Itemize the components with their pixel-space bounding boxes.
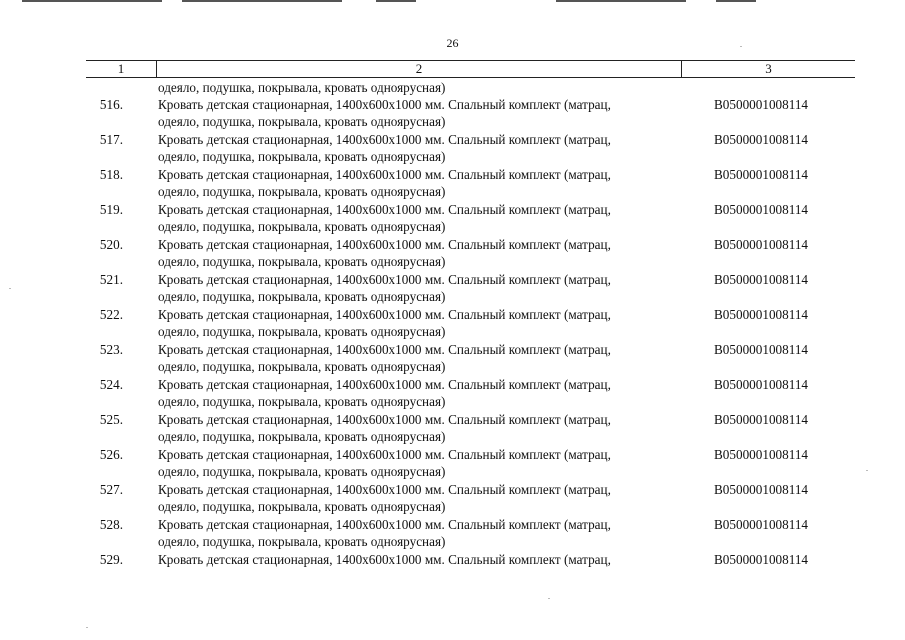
row-number: 522. bbox=[99, 307, 123, 322]
page-number: 26 bbox=[446, 36, 459, 50]
row-description-continuation: одеяло, подушка, покрывала, кровать одноярусная) bbox=[158, 184, 446, 199]
top-scan-rule bbox=[22, 0, 162, 2]
continuation-text: одеяло, подушка, покрывала, кровать одноярусная) bbox=[158, 80, 446, 95]
row-number: 523. bbox=[99, 342, 123, 357]
row-code: В0500001008114 bbox=[714, 377, 809, 392]
table-row bbox=[0, 236, 905, 271]
row-code: В0500001008114 bbox=[714, 552, 809, 567]
row-description: Кровать детская стационарная, 1400х600х1000 мм. Спальный комплект (матрац, bbox=[158, 447, 611, 462]
row-number: 516. bbox=[99, 97, 123, 112]
row-number: 529. bbox=[99, 552, 123, 567]
row-code: В0500001008114 bbox=[714, 342, 809, 357]
row-description: Кровать детская стационарная, 1400х600х1000 мм. Спальный комплект (матрац, bbox=[158, 517, 611, 532]
row-number: 519. bbox=[99, 202, 123, 217]
scan-speck bbox=[866, 470, 868, 471]
row-code: В0500001008114 bbox=[714, 202, 809, 217]
scan-speck bbox=[86, 627, 88, 628]
row-code: В0500001008114 bbox=[714, 97, 809, 112]
scan-speck bbox=[548, 598, 550, 599]
row-code: В0500001008114 bbox=[714, 167, 809, 182]
row-number: 518. bbox=[99, 167, 123, 182]
row-number: 517. bbox=[99, 132, 123, 147]
row-number: 526. bbox=[99, 447, 123, 462]
header-col-2: 2 bbox=[415, 61, 423, 76]
table-row bbox=[0, 446, 905, 481]
row-description-continuation: одеяло, подушка, покрывала, кровать одноярусная) bbox=[158, 114, 446, 129]
top-scan-rule bbox=[556, 0, 686, 2]
table-row bbox=[0, 166, 905, 201]
table-row bbox=[0, 481, 905, 516]
scan-speck bbox=[9, 288, 11, 289]
row-description-continuation: одеяло, подушка, покрывала, кровать одноярусная) bbox=[158, 499, 446, 514]
table-row bbox=[0, 131, 905, 166]
row-description: Кровать детская стационарная, 1400х600х1000 мм. Спальный комплект (матрац, bbox=[158, 167, 611, 182]
row-number: 520. bbox=[99, 237, 123, 252]
row-description: Кровать детская стационарная, 1400х600х1000 мм. Спальный комплект (матрац, bbox=[158, 412, 611, 427]
row-description: Кровать детская стационарная, 1400х600х1000 мм. Спальный комплект (матрац, bbox=[158, 132, 611, 147]
row-description-continuation: одеяло, подушка, покрывала, кровать одноярусная) bbox=[158, 289, 446, 304]
row-description: Кровать детская стационарная, 1400х600х1000 мм. Спальный комплект (матрац, bbox=[158, 272, 611, 287]
row-description: Кровать детская стационарная, 1400х600х1000 мм. Спальный комплект (матрац, bbox=[158, 342, 611, 357]
table-row bbox=[0, 271, 905, 306]
row-number: 521. bbox=[99, 272, 123, 287]
row-description: Кровать детская стационарная, 1400х600х1000 мм. Спальный комплект (матрац, bbox=[158, 202, 611, 217]
row-description-continuation: одеяло, подушка, покрывала, кровать одноярусная) bbox=[158, 394, 446, 409]
row-description: Кровать детская стационарная, 1400х600х1000 мм. Спальный комплект (матрац, bbox=[158, 307, 611, 322]
row-description-continuation: одеяло, подушка, покрывала, кровать одноярусная) bbox=[158, 324, 446, 339]
top-scan-rule bbox=[716, 0, 756, 2]
table-row bbox=[0, 306, 905, 341]
row-description-continuation: одеяло, подушка, покрывала, кровать одноярусная) bbox=[158, 219, 446, 234]
row-code: В0500001008114 bbox=[714, 482, 809, 497]
table-row bbox=[0, 411, 905, 446]
row-number: 527. bbox=[99, 482, 123, 497]
table-header bbox=[86, 60, 855, 78]
row-description: Кровать детская стационарная, 1400х600х1000 мм. Спальный комплект (матрац, bbox=[158, 237, 611, 252]
row-description-continuation: одеяло, подушка, покрывала, кровать одноярусная) bbox=[158, 464, 446, 479]
table-row bbox=[0, 376, 905, 411]
row-number: 528. bbox=[99, 517, 123, 532]
row-description-continuation: одеяло, подушка, покрывала, кровать одноярусная) bbox=[158, 254, 446, 269]
table-row bbox=[0, 201, 905, 236]
row-code: В0500001008114 bbox=[714, 272, 809, 287]
header-col-1: 1 bbox=[117, 61, 125, 76]
row-number: 525. bbox=[99, 412, 123, 427]
row-description-continuation: одеяло, подушка, покрывала, кровать одноярусная) bbox=[158, 534, 446, 549]
row-number: 524. bbox=[99, 377, 123, 392]
table-row bbox=[0, 516, 905, 551]
row-description-continuation: одеяло, подушка, покрывала, кровать одноярусная) bbox=[158, 149, 446, 164]
row-description: Кровать детская стационарная, 1400х600х1000 мм. Спальный комплект (матрац, bbox=[158, 97, 611, 112]
row-code: В0500001008114 bbox=[714, 307, 809, 322]
table-row bbox=[0, 341, 905, 376]
row-description: Кровать детская стационарная, 1400х600х1000 мм. Спальный комплект (матрац, bbox=[158, 482, 611, 497]
header-col-3: 3 bbox=[765, 61, 772, 76]
scan-speck bbox=[740, 46, 742, 47]
top-scan-rule bbox=[182, 0, 342, 2]
table-row bbox=[0, 551, 905, 586]
row-code: В0500001008114 bbox=[714, 447, 809, 462]
row-code: В0500001008114 bbox=[714, 237, 809, 252]
row-description: Кровать детская стационарная, 1400х600х1000 мм. Спальный комплект (матрац, bbox=[158, 552, 611, 567]
row-code: В0500001008114 bbox=[714, 412, 809, 427]
row-code: В0500001008114 bbox=[714, 517, 809, 532]
row-description-continuation: одеяло, подушка, покрывала, кровать одноярусная) bbox=[158, 429, 446, 444]
row-description-continuation: одеяло, подушка, покрывала, кровать одноярусная) bbox=[158, 359, 446, 374]
top-scan-rule bbox=[376, 0, 416, 2]
row-code: В0500001008114 bbox=[714, 132, 809, 147]
row-description: Кровать детская стационарная, 1400х600х1000 мм. Спальный комплект (матрац, bbox=[158, 377, 611, 392]
table-row bbox=[0, 96, 905, 131]
